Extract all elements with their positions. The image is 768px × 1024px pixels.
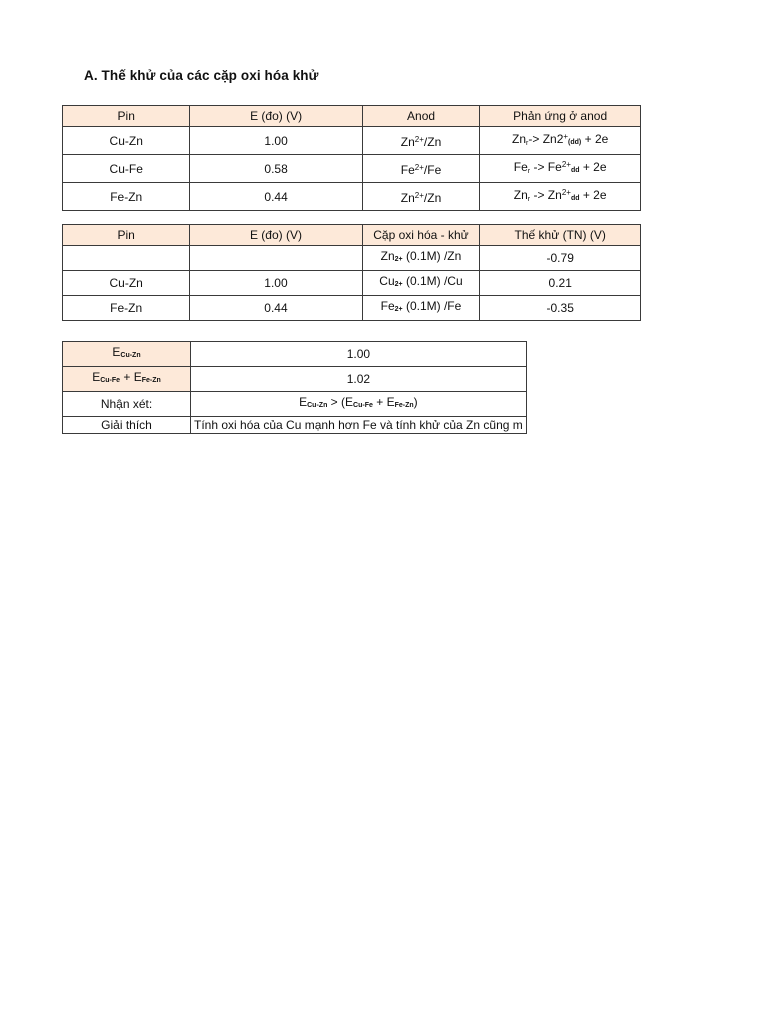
couple-cell[interactable] [362,271,480,296]
anode-cell[interactable] [362,155,480,183]
header-cell[interactable]: Thế khử (TN) (V) [480,225,641,246]
header-cell[interactable]: Phản ứng ở anod [480,106,641,127]
reaction-part: + 2e [581,132,609,146]
pin-cell[interactable]: Fe-Zn [63,296,190,321]
reaction-sub: r [527,196,531,203]
voltage-cell[interactable]: 0.44 [190,183,362,211]
reaction-part: -> Fe [530,160,562,174]
explanation-cell[interactable]: Tính oxi hóa của Cu mạnh hơn Fe và tính khử của Zn cũng m [191,417,527,434]
couple-tail: (0.1M) /Zn [402,249,462,263]
e-symbol: E [133,370,142,384]
section-title: A. Thế khử của các cặp oxi hóa khử [84,68,319,83]
reduction-potential-table [62,224,641,321]
couple-tail: (0.1M) /Cu [402,274,463,288]
table-row [63,246,641,271]
header-cell[interactable]: Pin [63,225,190,246]
reaction-part: Fe [513,160,528,174]
anode-charge: 2+ [414,134,424,144]
couple-cell[interactable] [362,246,480,271]
anode-ion: Zn [400,134,415,149]
reaction-sub: dd [570,195,580,202]
reaction-sub: r [526,140,529,147]
potential-cell[interactable]: -0.35 [480,296,641,321]
close-paren: ) [413,395,418,409]
reaction-part: Zn [513,188,528,202]
e-subscript: Cu-Fe [353,402,373,409]
reaction-part: + 2e [579,188,607,202]
reaction-sub: r [527,168,531,175]
header-cell[interactable]: Anod [362,106,480,127]
anode-tail: /Zn [423,134,442,149]
anode-cell[interactable] [362,183,480,211]
reaction-sub: (dd) [568,139,582,146]
e-symbol: E [92,370,101,384]
reaction-part: Zn [512,132,527,146]
e-subscript: Cu-Fe [100,377,121,384]
e-subscript: Cu-Zn [120,352,141,359]
couple-charge: 2+ [394,306,403,313]
table-row [63,183,641,211]
anode-tail: /Fe [423,162,442,177]
plus-sign: + [372,395,387,409]
label-cell[interactable]: Nhận xét: [63,392,191,417]
voltage-cell[interactable]: 1.00 [190,127,362,155]
anode-charge: 2+ [414,190,424,200]
e-subscript: Cu-Zn [307,402,328,409]
potential-cell[interactable]: 0.21 [480,271,641,296]
anode-reaction-table [62,105,641,211]
anode-cell[interactable] [362,127,480,155]
compare-sign: > ( [327,395,346,409]
table-row [63,296,641,321]
remark-cell[interactable] [191,392,527,417]
header-cell[interactable]: E (đo) (V) [190,225,362,246]
pin-cell[interactable]: Fe-Zn [63,183,190,211]
e-symbol: E [345,395,354,409]
reaction-part: -> Zn2 [528,132,564,146]
table-row [63,342,527,367]
e-symbol: E [299,395,308,409]
anode-tail: /Zn [423,190,442,205]
couple-ion: Zn [380,249,395,263]
couple-ion: Cu [379,274,395,288]
voltage-cell[interactable]: 0.44 [190,296,362,321]
voltage-cell[interactable]: 0.58 [190,155,362,183]
table-row [63,271,641,296]
pin-cell[interactable] [63,246,190,271]
table-header-row [63,106,641,127]
couple-ion: Fe [380,299,395,313]
reaction-part: + 2e [579,160,607,174]
couple-charge: 2+ [394,256,403,263]
voltage-cell[interactable] [190,246,362,271]
anode-ion: Zn [400,190,415,205]
reaction-sup: + [563,132,569,141]
table-row [63,155,641,183]
plus-sign: + [120,370,134,384]
anode-charge: 2+ [414,162,424,172]
reaction-cell[interactable] [480,183,641,211]
pin-cell[interactable]: Cu-Zn [63,127,190,155]
label-cell[interactable] [63,342,191,367]
couple-charge: 2+ [394,281,403,288]
e-subscript: Fe-Zn [394,402,414,409]
reaction-sup: 2+ [561,188,571,197]
header-cell[interactable]: E (đo) (V) [190,106,362,127]
potential-cell[interactable]: -0.79 [480,246,641,271]
table-row [63,127,641,155]
label-cell[interactable] [63,367,191,392]
table-row [63,417,527,434]
pin-cell[interactable]: Cu-Fe [63,155,190,183]
table-row [63,392,527,417]
couple-tail: (0.1M) /Fe [402,299,462,313]
pin-cell[interactable]: Cu-Zn [63,271,190,296]
reaction-cell[interactable] [480,155,641,183]
value-cell[interactable]: 1.02 [191,367,527,392]
voltage-cell[interactable]: 1.00 [190,271,362,296]
reaction-sup: 2+ [561,160,571,169]
couple-cell[interactable] [362,296,480,321]
e-subscript: Fe-Zn [141,377,161,384]
reaction-sub: dd [570,167,580,174]
header-cell[interactable]: Pin [63,106,190,127]
anode-ion: Fe [400,162,415,177]
table-row [63,367,527,392]
comparison-table [62,341,527,434]
reaction-cell[interactable] [480,127,641,155]
e-symbol: E [112,345,121,359]
value-cell[interactable]: 1.00 [191,342,527,367]
label-cell[interactable]: Giải thích [63,417,191,434]
table-header-row [63,225,641,246]
e-symbol: E [386,395,395,409]
reaction-part: -> Zn [530,188,562,202]
header-cell[interactable]: Cặp oxi hóa - khử [362,225,480,246]
